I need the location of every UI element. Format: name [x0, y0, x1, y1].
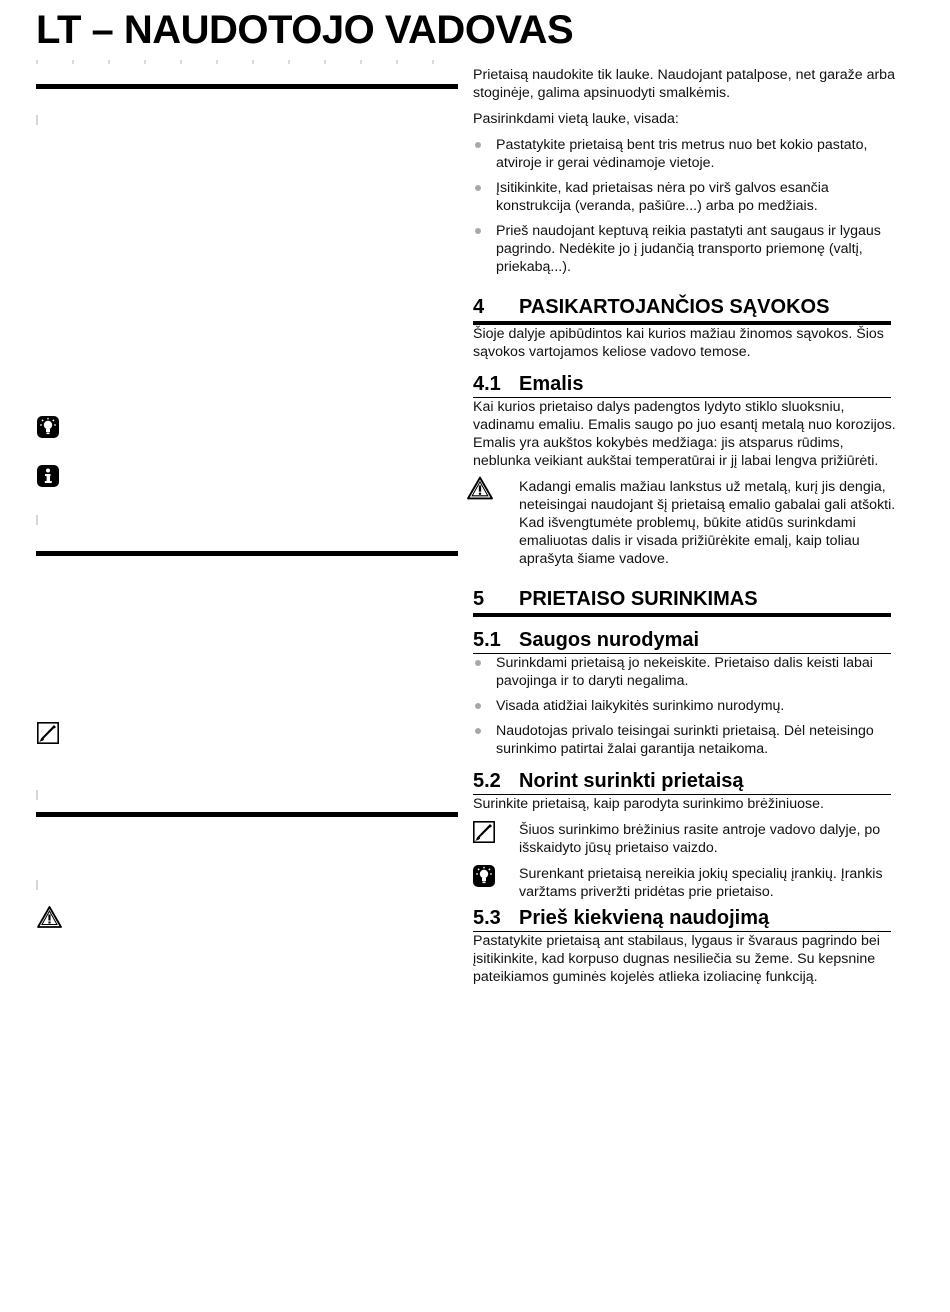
section-title: PASIKARTOJANČIOS SĄVOKOS — [519, 296, 830, 318]
section-4-1-heading — [473, 375, 891, 398]
section-4-heading — [473, 298, 891, 325]
left-section-rule-1 — [36, 84, 458, 89]
intro-paragraph: Prietaisą naudokite tik lauke. Naudojant patalpose, net garaže arba stoginėje, galima apsinuodyti smalkėmis. — [473, 67, 895, 101]
section-number: 5 — [473, 588, 485, 610]
location-bullet-list — [473, 136, 899, 276]
note-text: Šiuos surinkimo brėžinius rasite antroje vadovo dalyje, po išskaidyto jūsų prietaiso vaizdo. — [519, 822, 881, 856]
pencil-note-icon — [37, 722, 59, 744]
section-number: 5.1 — [473, 629, 501, 651]
tip-text: Surenkant prietaisą nereikia jokių specialių įrankių. Įrankis varžtams priveržti pridėtas prie prietaiso. — [519, 866, 883, 900]
safety-bullet-list — [473, 654, 899, 758]
list-item: Įsitikinkite, kad prietaisas nėra po virš galvos esančia konstrukcija (veranda, pašiūre...) arba po medžiais. — [473, 179, 899, 215]
warning-triangle-icon — [37, 906, 62, 928]
left-section-rule-2 — [36, 551, 458, 556]
pencil-note-icon — [473, 821, 495, 843]
section-title: Prieš kiekvieną naudojimą — [519, 907, 770, 929]
section-5-3-heading — [473, 909, 891, 932]
list-item: Pastatykite prietaisą bent tris metrus nuo bet kokio pastato, atviroje ir gerai vėdinamoje vietoje. — [473, 136, 899, 172]
page-title: LT – NAUDOTOJO VADOVAS — [36, 8, 574, 52]
section-number: 5.3 — [473, 907, 501, 929]
section-number: 5.2 — [473, 770, 501, 792]
enamel-warning — [473, 478, 899, 568]
section-5-heading — [473, 590, 891, 617]
section-title: Saugos nurodymai — [519, 629, 700, 651]
section-4-body: Šioje dalyje apibūdintos kai kurios mažiau žinomos sąvokos. Šios sąvokos vartojamos keliose vadovo temose. — [473, 326, 884, 360]
intro-location-lead: Pasirinkdami vietą lauke, visada: — [473, 111, 679, 127]
faint-mark — [36, 115, 38, 125]
section-number: 4.1 — [473, 373, 501, 395]
info-icon — [37, 465, 59, 487]
section-title: Norint surinkti prietaisą — [519, 770, 744, 792]
assembly-note — [473, 821, 899, 857]
faint-print-residue — [36, 60, 456, 64]
section-5-2-heading — [473, 772, 891, 795]
warning-triangle-icon — [467, 476, 493, 500]
lightbulb-icon — [37, 416, 59, 438]
faint-mark — [36, 515, 38, 525]
section-number: 4 — [473, 296, 485, 318]
section-title: PRIETAISO SURINKIMAS — [519, 588, 758, 610]
left-section-rule-3 — [36, 812, 458, 817]
faint-mark — [36, 880, 38, 890]
list-item: Prieš naudojant keptuvą reikia pastatyti ant saugaus ir lygaus pagrindo. Nedėkite jo į judančią transporto priemonę (valtį, priekabą...). — [473, 222, 899, 276]
assembly-tip — [473, 865, 899, 901]
faint-mark — [36, 790, 38, 800]
main-content — [473, 66, 899, 994]
lightbulb-icon — [473, 865, 495, 887]
section-title: Emalis — [519, 373, 584, 395]
section-5-1-heading — [473, 631, 891, 654]
list-item: Visada atidžiai laikykitės surinkimo nurodymų. — [473, 697, 899, 715]
list-item: Naudotojas privalo teisingai surinkti prietaisą. Dėl neteisingo surinkimo patirtai žalai garantija netaikoma. — [473, 722, 899, 758]
list-item: Surinkdami prietaisą jo nekeiskite. Prietaiso dalis keisti labai pavojinga ir to daryti negalima. — [473, 654, 899, 690]
assembly-paragraph: Surinkite prietaisą, kaip parodyta surinkimo brėžiniuose. — [473, 796, 824, 812]
warning-text: Kadangi emalis mažiau lankstus už metalą, kurį jis dengia, neteisingai naudojant šį prietaisą emalio gabalai gali atšokti. Kad išvengtumėte problemų, būkite atidūs surinkdami emaliuotas dalis ir visada prižiūrėkite emalį, kaip toliau aprašyta šiame vadove. — [519, 479, 896, 567]
before-use-paragraph: Pastatykite prietaisą ant stabilaus, lygaus ir švaraus pagrindo bei įsitikinkite, kad korpuso dugnas nesiliečia su žeme. Su kepsnine pateikiamos guminės kojelės atlieka izoliacinę funkciją. — [473, 933, 880, 985]
enamel-paragraph: Kai kurios prietaiso dalys padengtos lydyto stiklo sluoksniu, vadinamu emaliu. Emalis saugo po juo esantį metalą nuo korozijos. Emalis yra aukštos kokybės medžiaga: jis atsparus rūdims, neblunka veikiant aukštai temperatūrai ir jį labai lengva prižiūrėti. — [473, 399, 896, 469]
